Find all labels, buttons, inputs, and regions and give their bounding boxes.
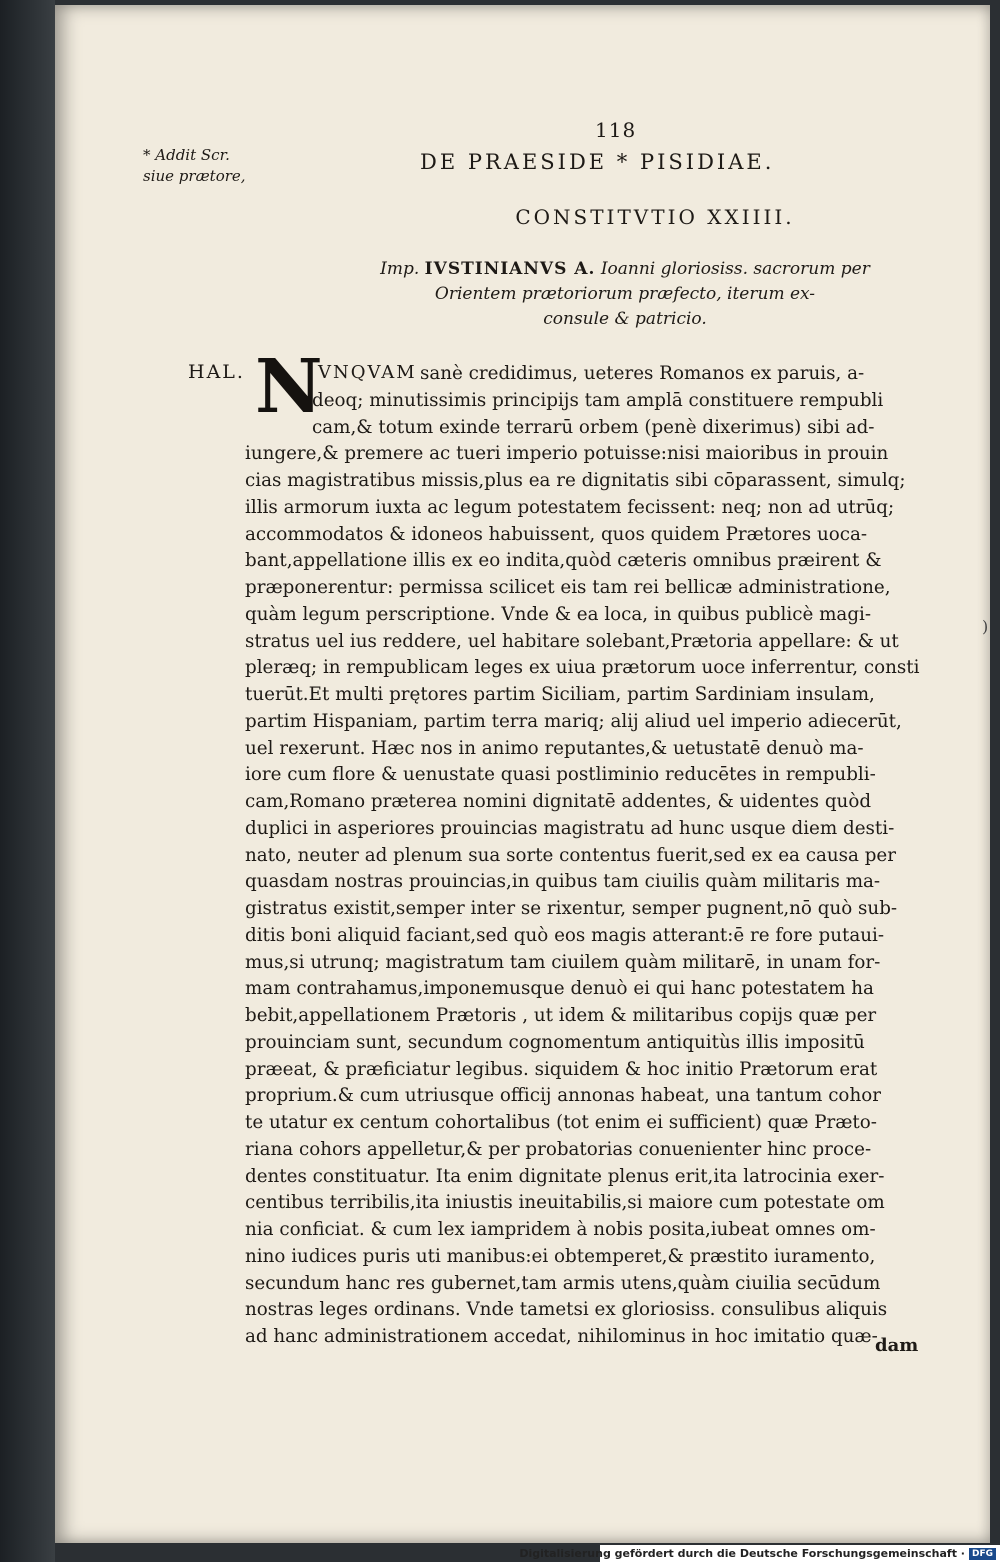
text-line: cam,Romano præterea nomini dignitatē addentes, & uidentes quòd bbox=[245, 791, 872, 812]
text-line: iore cum flore & uenustate quasi postliminio reducētes in rempubli- bbox=[245, 764, 876, 786]
text-line: quàm legum perscriptione. Vnde & ea loca, in quibus publicè magi- bbox=[245, 603, 872, 625]
heading-prefix: Imp. bbox=[380, 259, 420, 279]
text-line: bant,appellatione illis ex eo indita,quòd cæteris omnibus præirent & bbox=[245, 550, 882, 572]
text-line: dentes constituatur. Ita enim dignitate plenus erit,ita latrocinia exer- bbox=[245, 1165, 885, 1187]
text-line: ad hanc administrationem accedat, nihilominus in hoc imitatio quæ- bbox=[245, 1326, 878, 1347]
margin-note-line-1: * Addit Scr. bbox=[143, 146, 230, 164]
footer-bar bbox=[519, 1545, 1000, 1562]
text-line: accommodatos & idoneos habuissent, quos quidem Prætores uoca- bbox=[245, 523, 868, 545]
drop-cap: N bbox=[255, 344, 323, 430]
text-line: cam,& totum exinde terrarū orbem (penè dixerimus) sibi ad- bbox=[312, 416, 875, 438]
running-title: DE PRAESIDE * PISIDIAE. bbox=[420, 150, 775, 174]
text-line: riana cohors appelletur,& per probatorias conuenienter hinc proce- bbox=[245, 1138, 872, 1160]
text-line: duplici in asperiores prouincias magistratu ad hunc usque diem desti- bbox=[245, 817, 895, 839]
body-text bbox=[245, 361, 945, 1351]
text-line: partim Hispaniam, partim terra mariq; alij aliud uel imperio adiecerūt, bbox=[245, 710, 902, 732]
constitution-title: CONSTITVTIO XXIIII. bbox=[515, 205, 795, 229]
text-line: uel rexerunt. Hæc nos in animo reputantes,& uetustatē denuò ma- bbox=[245, 737, 864, 759]
scanned-page bbox=[55, 5, 990, 1543]
text-line: gistratus existit,semper inter se rixentur, semper pugnent,nō quò sub- bbox=[245, 898, 898, 919]
text-line: nostras leges ordinans. Vnde tametsi ex gloriosiss. consulibus aliquis bbox=[245, 1299, 888, 1321]
text-line: cias magistratibus missis,plus ea re dignitatis sibi cōparassent, simulq; bbox=[245, 470, 906, 491]
text-line: deoq; minutissimis principijs tam amplā constituere rempubli bbox=[312, 389, 884, 411]
text-line: præponerentur: permissa scilicet eis tam rei bellicæ administratione, bbox=[245, 577, 891, 598]
text-line: bebit,appellationem Prætoris , ut idem & militaribus copijs quæ per bbox=[245, 1005, 877, 1026]
text-line: iungere,& premere ac tueri imperio potuisse:nisi maioribus in prouin bbox=[245, 443, 889, 465]
text-line: quasdam nostras prouincias,in quibus tam ciuilis quàm militaris ma- bbox=[245, 871, 881, 893]
text-line: illis armorum iuxta ac legum potestatem fecissent: neq; non ad utrūq; bbox=[245, 496, 895, 518]
text-line: nia conficiat. & cum lex iampridem à nobis posita,iubeat omnes om- bbox=[245, 1219, 876, 1240]
side-label: HAL. bbox=[188, 361, 245, 383]
catchword: dam bbox=[875, 1335, 919, 1356]
heading-block bbox=[355, 257, 895, 332]
text-line: pleræq; in rempublicam leges ex uiua prætorum uoce inferrentur, consti bbox=[245, 657, 920, 679]
heading-line-2: Orientem prætoriorum præfecto, iterum ex- bbox=[434, 284, 816, 304]
heading-line-3: consule & patricio. bbox=[543, 309, 707, 329]
text-line: proprium.& cum utriusque officij annonas habeat, una tantum cohor bbox=[245, 1085, 881, 1107]
dfg-logo: DFG bbox=[969, 1548, 996, 1560]
first-word: VNQVAM bbox=[318, 362, 417, 383]
text-line: stratus uel ius reddere, uel habitare solebant,Prætoria appellare: & ut bbox=[245, 630, 899, 652]
heading-line-1 bbox=[355, 257, 895, 282]
margin-note bbox=[143, 145, 263, 187]
text-line: tuerūt.Et multi prętores partim Siciliam, partim Sardiniam insulam, bbox=[245, 684, 875, 705]
text-line: mus,si utrunq; magistratum tam ciuilem quàm militarē, in unam for- bbox=[245, 951, 881, 973]
text-line: te utatur ex centum cohortalibus (tot enim ei sufficient) quæ Præto- bbox=[245, 1112, 877, 1133]
heading-line-1-rest: Ioanni gloriosiss. sacrorum per bbox=[600, 259, 870, 279]
text-line: mam contrahamus,imponemusque denuò ei qui hanc potestatem ha bbox=[245, 978, 874, 1000]
heading-emperor: IVSTINIANVS A. bbox=[424, 259, 596, 279]
text-line: præeat, & præficiatur legibus. siquidem & hoc initio Prætorum erat bbox=[245, 1058, 878, 1080]
text-line: ditis boni aliquid faciant,sed quò eos magis atterant:ē re fore putaui- bbox=[245, 924, 885, 946]
margin-note-line-2: siue prætore, bbox=[143, 167, 246, 185]
text-line: centibus terribilis,ita iniustis ineuitabilis,si maiore cum potestate om bbox=[245, 1192, 885, 1214]
text-line: nato, neuter ad plenum sua sorte contentus fuerit,sed ex ea causa per bbox=[245, 844, 896, 866]
footer-text: Digitalisierung gefördert durch die Deutsche Forschungsgemeinschaft · bbox=[519, 1547, 965, 1560]
text-line: nino iudices puris uti manibus:ei obtemperet,& præstito iuramento, bbox=[245, 1245, 876, 1267]
text-line: sanè credidimus, ueteres Romanos ex paruis, a- bbox=[420, 363, 865, 384]
text-line: prouinciam sunt, secundum cognomentum antiquitùs illis impositū bbox=[245, 1031, 865, 1053]
text-line: secundum hanc res gubernet,tam armis utens,quàm ciuilia secūdum bbox=[245, 1272, 881, 1294]
page-number: 118 bbox=[595, 118, 637, 142]
margin-mark: ) bbox=[982, 617, 989, 636]
viewer-edge bbox=[0, 0, 55, 1562]
